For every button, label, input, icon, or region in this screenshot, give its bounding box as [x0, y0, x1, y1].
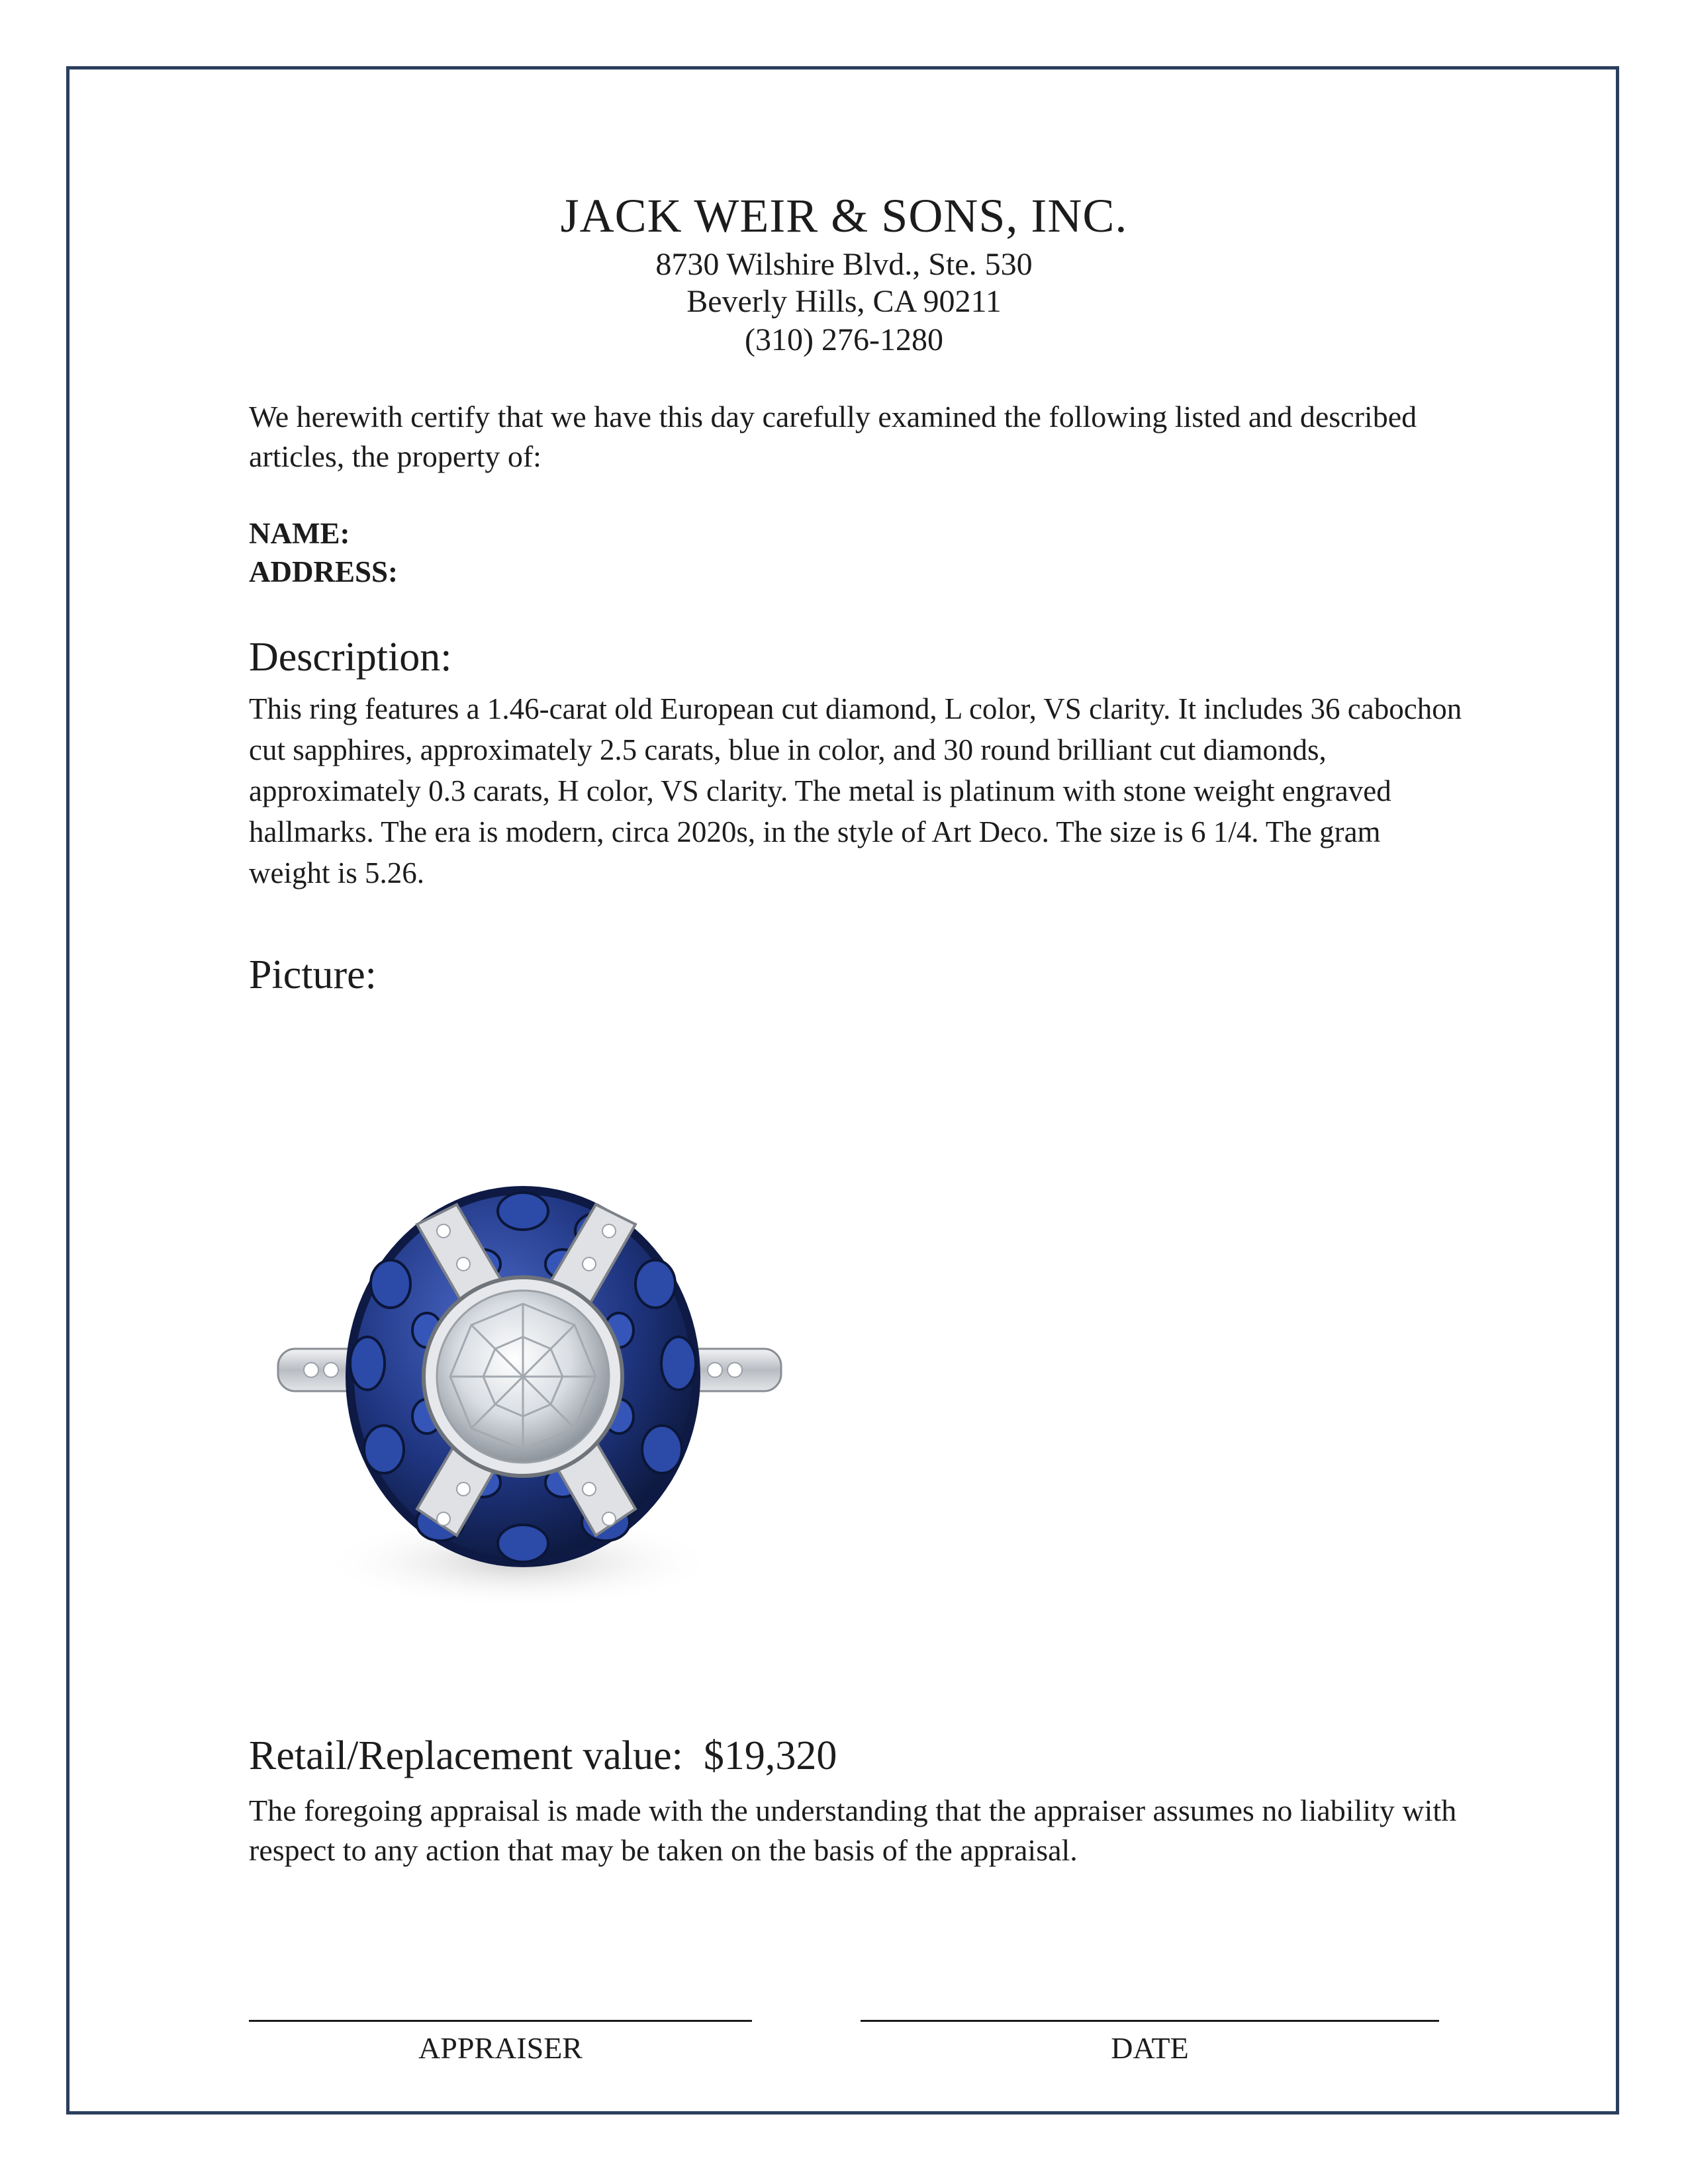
certification-intro: We herewith certify that we have this day carefully examined the following listed and described articles, the property of:	[249, 400, 1417, 473]
description-heading: Description:	[249, 635, 452, 680]
description-text: This ring features a 1.46-carat old European cut diamond, L color, VS clarity. It includes 36 cabochon cut sapphires, approximately 2.5 carats, blue in color, and 30 round brilliant cut diamonds, approximately 0.3 carats, H color, VS clarity. The metal is platinum with stone weight engraved hallmarks. The era is modern, circa 2020s, in the style of Art Deco. The size is 6 1/4. The gram weight is 5.26.	[249, 692, 1462, 889]
ring-illustration	[265, 1165, 794, 1628]
date-label: DATE	[1111, 2031, 1189, 2065]
ring-photo	[265, 1165, 794, 1628]
date-signature-line	[861, 2020, 1439, 2022]
company-address-line2: Beverly Hills, CA 90211	[686, 284, 1002, 319]
appraiser-signature-line	[249, 2020, 752, 2022]
company-name: JACK WEIR & SONS, INC.	[560, 189, 1128, 242]
retail-value-label: Retail/Replacement value:	[249, 1733, 683, 1778]
name-label: NAME:	[249, 517, 350, 550]
company-phone: (310) 276-1280	[745, 322, 943, 357]
appraiser-label: APPRAISER	[418, 2031, 583, 2065]
retail-value-amount: $19,320	[703, 1733, 837, 1778]
picture-heading: Picture:	[249, 952, 377, 997]
address-label: ADDRESS:	[249, 555, 399, 588]
disclaimer-text: The foregoing appraisal is made with the understanding that the appraiser assumes no liability with respect to any action that may be taken on the basis of the appraisal.	[249, 1794, 1457, 1867]
company-address-line1: 8730 Wilshire Blvd., Ste. 530	[655, 247, 1033, 282]
retail-value	[249, 1733, 1467, 1780]
